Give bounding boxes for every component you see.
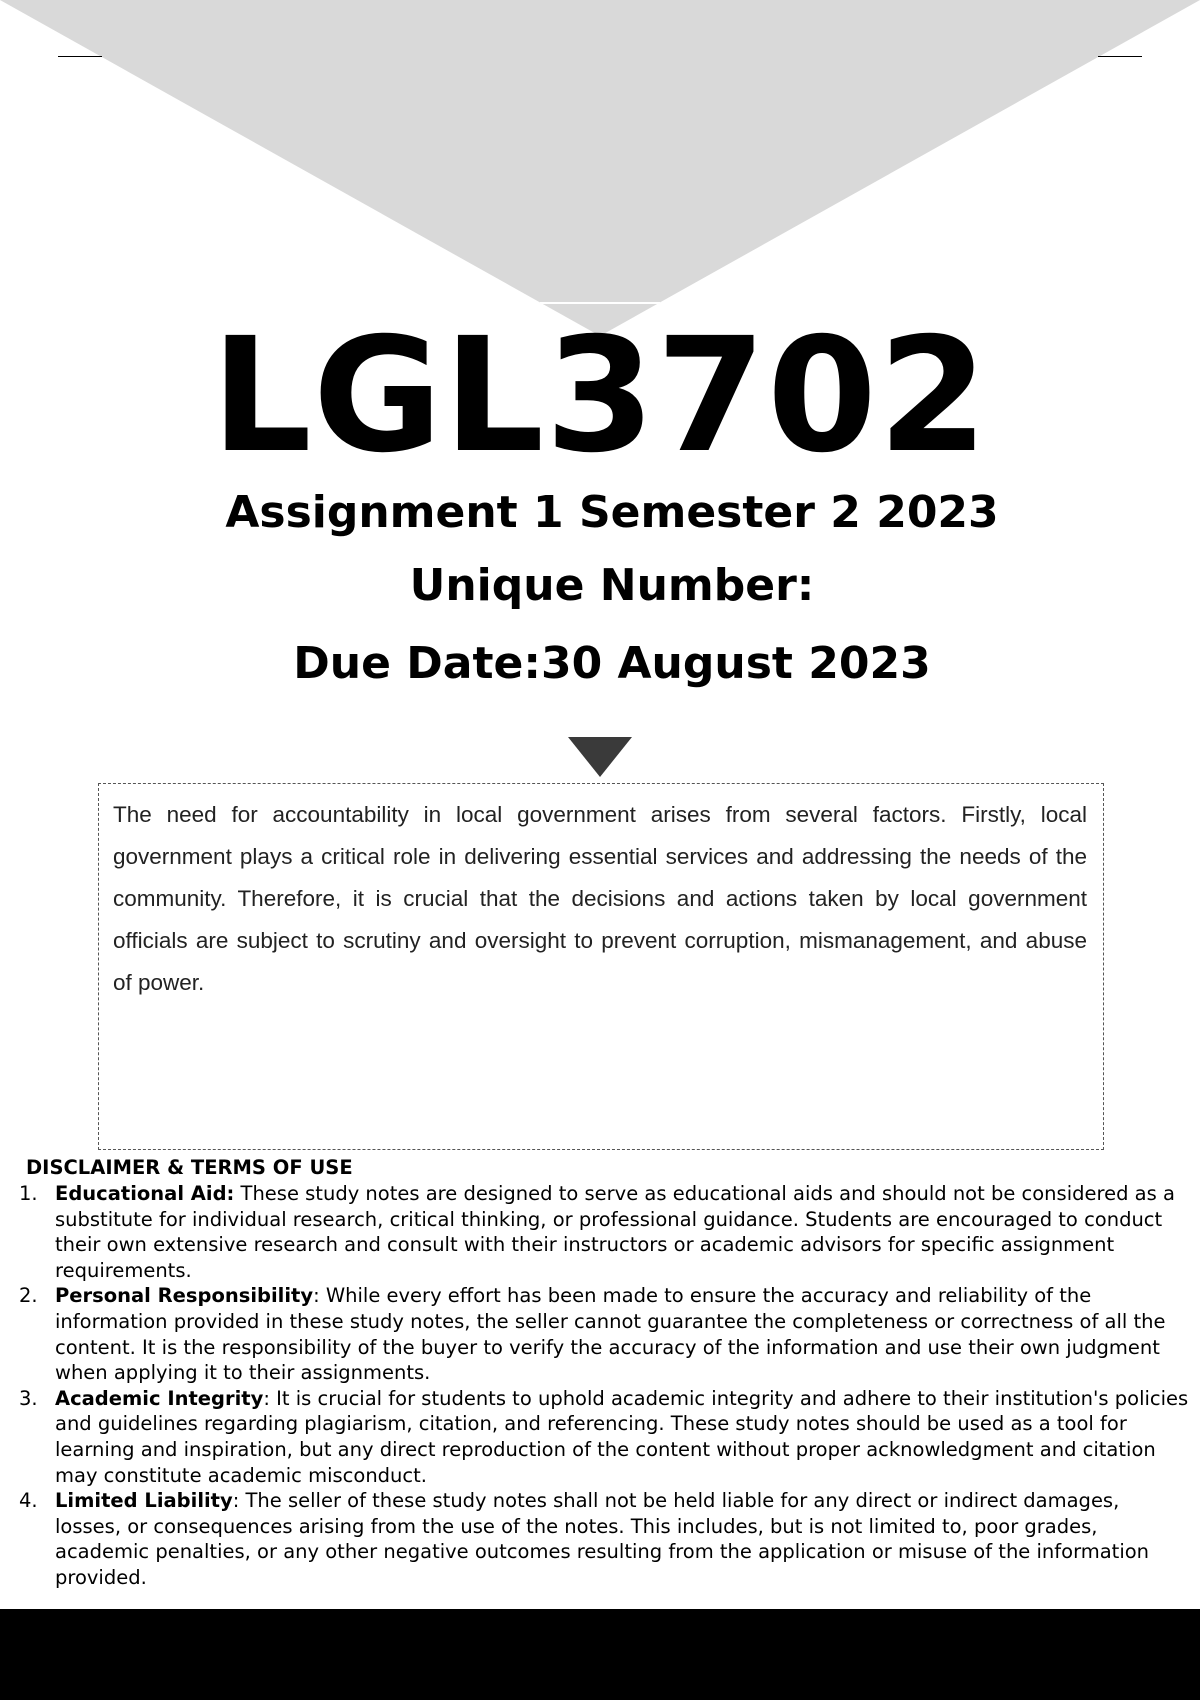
item-number: 3. [19, 1386, 38, 1410]
corner-mark-left [58, 56, 102, 57]
item-text: : The seller of these study notes shall not be held liable for any direct or indirect damages, losses, or consequences arising from the use of the notes. This includes, but is not limited to, poor grades, academic penalties, or any other negative outcomes resulting from the application or misuse of the information provided. [55, 1489, 1150, 1589]
disclaimer-item [16, 1488, 1191, 1590]
chevron-background [0, 0, 1200, 345]
item-heading: Personal Responsibility [55, 1284, 314, 1308]
course-code: LGL3702 [211, 304, 989, 488]
unique-number-label: Unique Number: [409, 560, 815, 611]
disclaimer-item [16, 1283, 1191, 1385]
corner-mark-right [1098, 56, 1142, 57]
disclaimer-item [16, 1181, 1191, 1283]
item-heading: Academic Integrity [55, 1386, 264, 1410]
footer-bar [0, 1609, 1200, 1700]
summary-text: The need for accountability in local government arises from several factors. Firstly, local government plays a critical role in delivering essential services and addressing the needs of the community. Therefore, it is crucial that the decisions and actions taken by local government officials are subject to scrutiny and oversight to prevent corruption, mismanagement, and abuse of power. [113, 802, 1087, 995]
item-number: 2. [19, 1284, 38, 1308]
disclaimer-item [16, 1386, 1191, 1488]
item-number: 4. [19, 1489, 38, 1513]
item-text: : It is crucial for students to uphold academic integrity and adhere to their institution's policies and guidelines regarding plagiarism, citation, and referencing. These study notes should be used as a tool for learning and inspiration, but any direct reproduction of the content without proper acknowledgment and citation may constitute academic misconduct. [55, 1386, 1189, 1487]
item-text: These study notes are designed to serve as educational aids and should not be considered as a substitute for individual research, critical thinking, or professional guidance. Students are encouraged to conduct their own extensive research and consult with their instructors or academic advisors for specific assignment requirements. [55, 1182, 1175, 1282]
summary-box [98, 783, 1104, 1150]
due-date: Due Date:30 August 2023 [293, 638, 931, 689]
item-number: 1. [19, 1182, 38, 1205]
item-text: : While every effort has been made to ensure the accuracy and reliability of the information provided in these study notes, the seller cannot guarantee the completeness or correctness of all the content. It is the responsibility of the buyer to verify the accuracy of the information and use their own judgment when applying it to their assignments. [55, 1284, 1166, 1385]
item-heading: Educational Aid: [55, 1182, 235, 1205]
item-heading: Limited Liability [55, 1489, 233, 1513]
disclaimer-title: DISCLAIMER & TERMS OF USE [26, 1156, 353, 1179]
down-arrow-icon [568, 737, 632, 777]
disclaimer-list [16, 1181, 1191, 1591]
disclaimer-section [16, 1155, 1191, 1591]
assignment-title: Assignment 1 Semester 2 2023 [225, 487, 999, 538]
